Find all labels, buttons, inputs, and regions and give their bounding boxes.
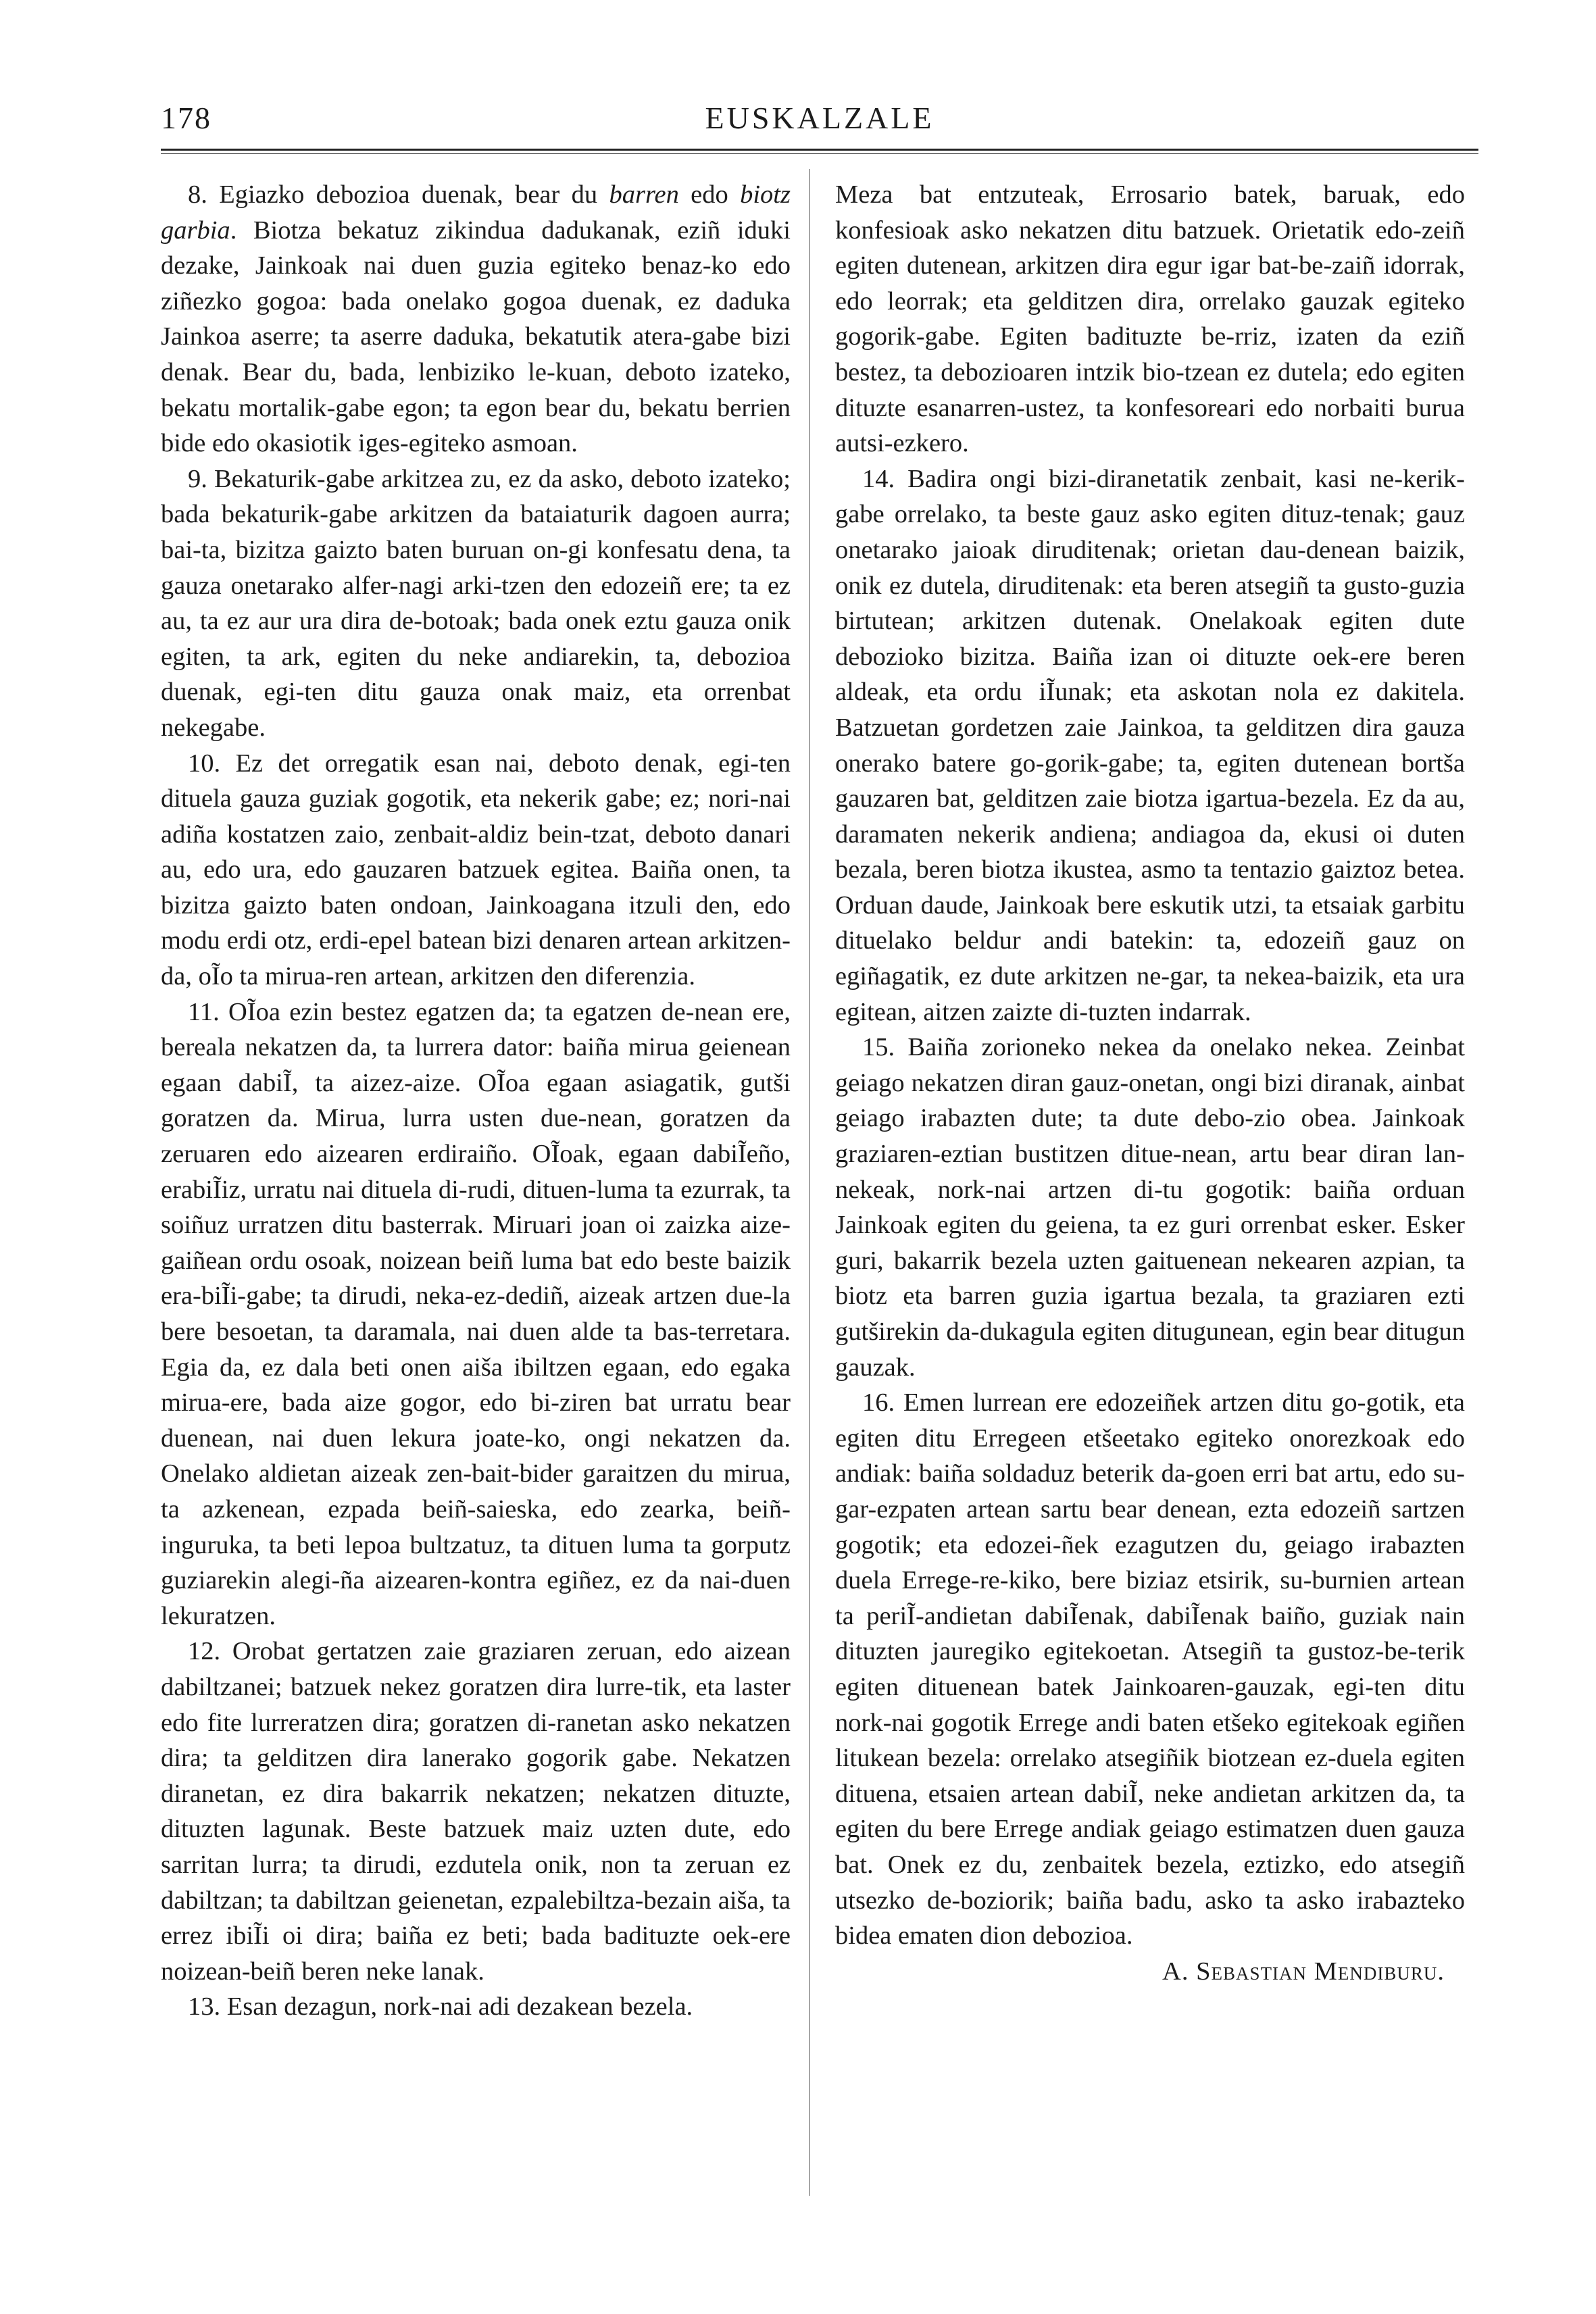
column-divider <box>809 169 810 2196</box>
paragraph-13: 13. Esan dezagun, nork-nai adi dezakean bezela. <box>188 1992 693 2021</box>
author-signature: A. Sebastian Mendiburu. <box>1162 1957 1445 1986</box>
paragraph-8-text-c: . Biotza bekatuz zikindua dadukanak, eziñ iduki dezake, Jainkoak nai duen guzia egiteko benaz-ko edo ziñezko gogoa: bada onelako gogoa duenak, ez daduka Jainkoa aserre; ta aserre daduka, bekatutik atera-gabe bizi denak. Bear du, bada, lenbiziko le-kuan, deboto izateko, bekatu mortalik-gabe egon; ta egon bear du, bekatu berrien bide edo okasiotik iges-egiteko asmoan. <box>161 216 791 458</box>
journal-title: EUSKALZALE <box>705 101 934 135</box>
paragraph-11: 11. OĨoa ezin bestez egatzen da; ta egatzen de-nean ere, bereala nekatzen da, ta lurrera dator: baiña mirua geienean egaan dabiĨ, ta aizez-aize. OĨoa egaan asiagatik, gutši goratzen da. Mirua, lurra usten due-nean, goratzen da zeruaren edo aizearen erdiraiño. OĨoak, egaan dabiĨeño, erabiĨiz, urratu nai dituela di-rudi, dituen-luma ta ezurrak, ta soiñuz urratzen ditu basterrak. Miruari joan oi zaizka aize-gaiñean ordu osoak, noizean beiñ luma bat edo beste baizik era-biĨi-gabe; ta dirudi, neka-ez-dediñ, aizeak artzen due-la bere besoetan, ta daramala, nai duen alde ta bas-terretara. Egia da, ez dala beti onen aiša ibiltzen egaan, edo egaka mirua-ere, bada aize gogor, edo bi-ziren bat urratu bear duenean, nai duen lekura joate-ko, ongi nekatzen da. Onelako aldietan aizeak zen-bait-bider garaitzen du mirua, ta azkenean, ezpada beiñ-saieska, edo zearka, beiñ-inguruka, ta beti lepoa bultzatuz, ta dituen luma ta gorputz guziarekin alegi-ña aizearen-kontra egiñez, ez da nai-duen lekuratzen. <box>161 997 791 1630</box>
paragraph-13-continued: Meza bat entzuteak, Errosario batek, baruak, edo konfesioak asko nekatzen ditu batzuek. Orietatik edo-zeiñ egiten dutenean, arkitzen dira egur igar bat-be-zaiñ idorrak, edo leorrak; eta gelditzen dira, orrelako gauzak egiteko gogorik-gabe. Egiten badituzte be-rriz, izaten da eziñ bestez, ta debozioaren intzik bio-tzean ez dutela; edo egiten dituzte esanarren-ustez, ta konfesoreari edo norbaiti burua autsi-ezkero. <box>835 180 1465 458</box>
paragraph-14: 14. Badira ongi bizi-diranetatik zenbait, kasi ne-kerik-gabe orrelako, ta beste gauz asko egiten dituz-tenak; gauz onetarako jaioak diruditenak; orietan dau-denean baizik, onik ez dutela, diruditenak: eta beren atsegiñ ta gusto-guzia birtutean; arkitzen dutenak. Onelakoak egiten dute debozioko bizitza. Baiña izan oi dituzte oek-ere beren aldeak, eta ordu iĨunak; eta askotan nola ez dakitela. Batzuetan gordetzen zaie Jainkoa, ta gelditzen dira gauza onerako batere go-gorik-gabe; ta, egiten dutenean bortša gauzaren bat, gelditzen zaie biotza igartua-bezela. Ez da au, daramaten nekerik andiena; andiagoa da, ekusi oi duten bezala, beren biotza ikustea, asmo ta tentazio gaiztoz betea. Orduan daude, Jainkoak bere eskutik utzi, ta etsaiak garbitu dituelako beldur andi batekin: ta, edozeiñ gauz on egiñagatik, ez dute arkitzen ne-gar, ta nekea-baizik, eta ura egitean, aitzen zaizte di-tuzten indarrak. <box>835 464 1465 1026</box>
right-column <box>835 177 1465 1989</box>
paragraph-15: 15. Baiña zorioneko nekea da onelako nekea. Zeinbat geiago nekatzen diran gauz-onetan, ongi bizi diranak, ainbat geiago irabazten dute; ta dute debo-zio obea. Jainkoak graziaren-eztian bustitzen ditue-nean, artu bear diran lan-nekeak, nork-nai artzen di-tu gogotik: baiña orduan Jainkoak egiten du geiena, ta ez guri orrenbat esker. Esker guri, bakarrik bezela uzten gaituenean nekearen azpian, ta biotz eta barren guzia igartua bezala, ta graziaren ezti gutširekin da-dukagula egiten ditugunean, egin bear ditugun gauzak. <box>835 1033 1465 1382</box>
paragraph-9: 9. Bekaturik-gabe arkitzea zu, ez da asko, deboto izateko; bada bekaturik-gabe arkitzen da bataiaturik dagoen aurra; bai-ta, bizitza gaizto baten buruan on-gi konfesatu dena, ta gauza onetarako alfer-nagi arki-tzen den edozeiñ ere; ta ez au, ta ez aur ura dira de-botoak; bada onek eztu gauza onik egiten, ta ark, egiten du neke andiarekin, ta, debozioa duenak, egi-ten ditu gauza onak maiz, eta orrenbat nekegabe. <box>161 464 791 742</box>
paragraph-8-text-b: edo <box>678 180 741 209</box>
paragraph-8 <box>161 177 791 461</box>
paragraph-12: 12. Orobat gertatzen zaie graziaren zeruan, edo aizean dabiltzanei; batzuek nekez goratzen dira lurre-tik, eta laster edo fite lurreratzen dira; goratzen di-ranetan asko nekatzen dira; ta gelditzen dira lanerako gogorik gabe. Nekatzen diranetan, ez dira bakarrik nekatzen; nekatzen dituzte, dituzten lagunak. Beste batzuek maiz uzten dute, edo sarritan lurra; ta dirudi, ezdutela onik, non ta zeruan ez dabiltzan; ta dabiltzan geienetan, ezpalebiltza-bezain aiša, ta errez ibiĨi oi dira; baiña ez beti; bada badituzte oek-ere noizean-beiñ beren neke lanak. <box>161 1637 791 1986</box>
page-header <box>161 100 1478 147</box>
left-column <box>161 177 791 2025</box>
header-rule <box>161 149 1478 151</box>
paragraph-16: 16. Emen lurrean ere edozeiñek artzen ditu go-gotik, eta egiten ditu Erregeen etšeetako egiteko onorezkoak edo andiak: baiña soldaduz beterik da-goen erri bat artu, edo su-gar-ezpaten artean sartu bear denean, ezta edozeiñ sartzen gogotik; eta edozei-ñek ezagutzen du, geiago irabazten duela Errege-re-kiko, bere biziaz etsirik, su-burnien artean ta periĨ-andietan dabiĨenak, dabiĨenak baiño, guziak nain dituzten jauregiko egitekoetan. Atsegiñ ta gustoz-be-terik egiten dituenean batek Jainkoaren-gauzak, egi-ten ditu nork-nai gogotik Errege andi baten etšeko egitekoak egiñen litukean bezela: orrelako atsegiñik biotzean ez-duela egiten dituena, etsaien artean dabiĨ, neke andietan arkitzen da, ta egiten du bere Errege andiak geiago estimatzen duen gauza bat. Onek ez du, zenbaitek bezela, eztizko, edo atsegiñ utsezko de-boziorik; baiña badu, asko ta asko irabazteko bidea ematen dion debozioa. <box>835 1388 1465 1951</box>
paragraph-8-italic-biotz-garbia: biotz garbia <box>161 180 791 245</box>
header-rule-thin <box>161 153 1478 154</box>
paragraph-10: 10. Ez det orregatik esan nai, deboto denak, egi-ten dituela gauza guziak gogotik, eta nekerik gabe; ez; nori-nai adiña kostatzen zaio, zenbait-aldiz bein-tzat, deboto danari au, edo ura, edo gauzaren batzuek egitea. Baiña onen, ta bizitza gaizto baten ondoan, Jainkoagana itzuli den, edo modu erdi otz, erdi-epel batean bizi denaren artean arkitzen-da, oĨo ta mirua-ren artean, arkitzen den diferenzia. <box>161 749 791 991</box>
paragraph-8-italic-barren: barren <box>609 180 679 209</box>
page-number: 178 <box>161 101 211 135</box>
paragraph-8-text-a: 8. Egiazko debozioa duenak, bear du <box>188 180 609 209</box>
